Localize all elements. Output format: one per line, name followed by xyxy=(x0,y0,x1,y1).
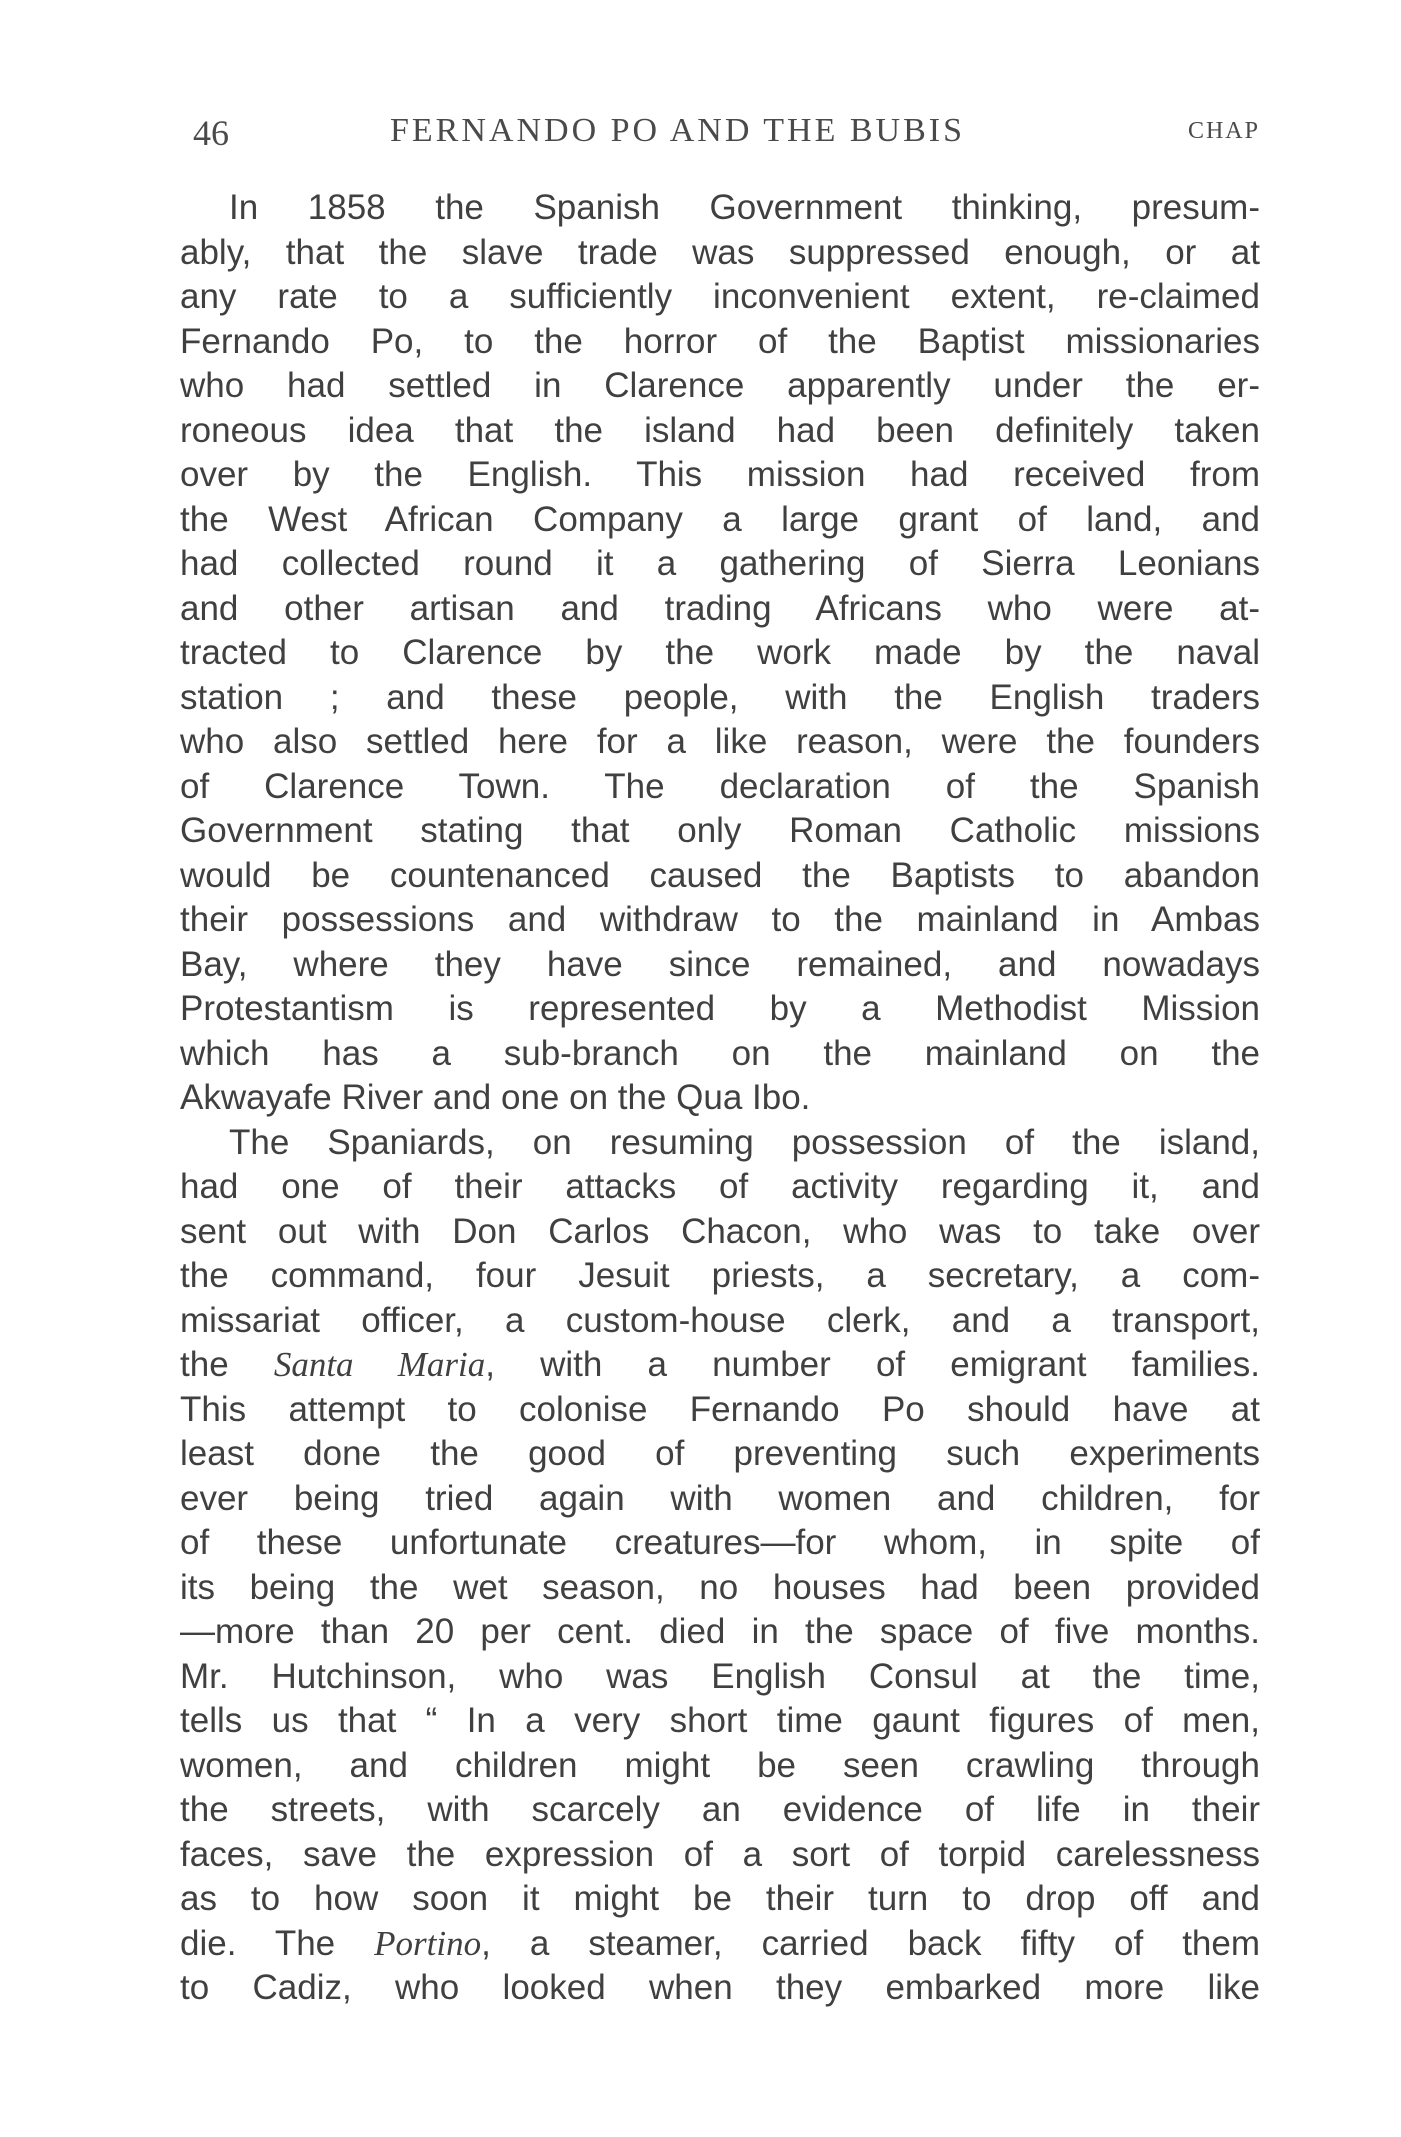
text-line: had one of their attacks of activity regarding it, and xyxy=(180,1167,1260,1206)
text-line: the West African Company a large grant of land, and xyxy=(180,499,1260,539)
text-line: any rate to a sufficiently inconvenient extent, re-claimed xyxy=(180,277,1260,316)
text-line: least done the good of preventing such experiments xyxy=(180,1434,1260,1473)
text-line: which has a sub-branch on the mainland on the xyxy=(180,1033,1260,1073)
body-text xyxy=(180,186,1260,2011)
text-line: women, and children might be seen crawling through xyxy=(180,1745,1260,1785)
text-line: their possessions and withdraw to the mainland in Ambas xyxy=(180,900,1260,939)
text-line: over by the English. This mission had received from xyxy=(180,455,1260,494)
text-line: the streets, with scarcely an evidence of life in their xyxy=(180,1790,1260,1829)
text-line: the Santa Maria, with a number of emigrant families. xyxy=(180,1345,1260,1384)
text-line: This attempt to colonise Fernando Po should have at xyxy=(180,1389,1260,1429)
text-line: of these unfortunate creatures—for whom, in spite of xyxy=(180,1523,1260,1562)
text-line: had collected round it a gathering of Sierra Leonians xyxy=(180,544,1260,583)
text-line: Mr. Hutchinson, who was English Consul at the time, xyxy=(180,1656,1260,1696)
text-line: to Cadiz, who looked when they embarked more like xyxy=(180,1968,1260,2007)
text-line: roneous idea that the island had been definitely taken xyxy=(180,410,1260,450)
chapter-label: CHAP xyxy=(1187,118,1260,144)
text-line: tells us that “ In a very short time gaunt figures of men, xyxy=(180,1701,1260,1740)
text-line: Protestantism is represented by a Methodist Mission xyxy=(180,989,1260,1028)
text-line: as to how soon it might be their turn to drop off and xyxy=(180,1879,1260,1918)
text-line: Fernando Po, to the horror of the Baptist missionaries xyxy=(180,321,1260,361)
text-line: station ; and these people, with the English traders xyxy=(180,677,1260,717)
text-line: its being the wet season, no houses had been provided xyxy=(180,1567,1260,1607)
text-line: and other artisan and trading Africans who were at- xyxy=(180,588,1260,628)
text-line: sent out with Don Carlos Chacon, who was to take over xyxy=(180,1211,1260,1251)
text-line: ever being tried again with women and children, for xyxy=(180,1478,1260,1518)
running-title: FERNANDO PO AND THE BUBIS xyxy=(390,112,965,149)
text-line: of Clarence Town. The declaration of the Spanish xyxy=(180,766,1260,806)
text-line: missariat officer, a custom-house clerk, and a transport, xyxy=(180,1300,1260,1340)
text-line: Government stating that only Roman Catholic missions xyxy=(180,811,1260,850)
text-line: —more than 20 per cent. died in the space of five months. xyxy=(180,1612,1260,1651)
text-line: would be countenanced caused the Baptists to abandon xyxy=(180,855,1260,895)
text-line: tracted to Clarence by the work made by the naval xyxy=(180,633,1260,672)
text-line: who also settled here for a like reason, were the founders xyxy=(180,722,1260,761)
text-line: who had settled in Clarence apparently under the er- xyxy=(180,366,1260,405)
text-line: Akwayafe River and one on the Qua Ibo. xyxy=(180,1078,811,1117)
text-line: ably, that the slave trade was suppressed enough, or at xyxy=(180,232,1260,272)
text-line: faces, save the expression of a sort of torpid carelessness xyxy=(180,1834,1260,1874)
running-header xyxy=(185,104,1260,154)
text-line: Bay, where they have since remained, and nowadays xyxy=(180,944,1260,984)
text-line: die. The Portino, a steamer, carried back fifty of them xyxy=(180,1923,1260,1963)
text-line: In 1858 the Spanish Government thinking, presum- xyxy=(229,188,1260,227)
page-number: 46 xyxy=(193,113,229,153)
text-line: the command, four Jesuit priests, a secretary, a com- xyxy=(180,1256,1260,1295)
text-line: The Spaniards, on resuming possession of the island, xyxy=(229,1122,1260,1162)
